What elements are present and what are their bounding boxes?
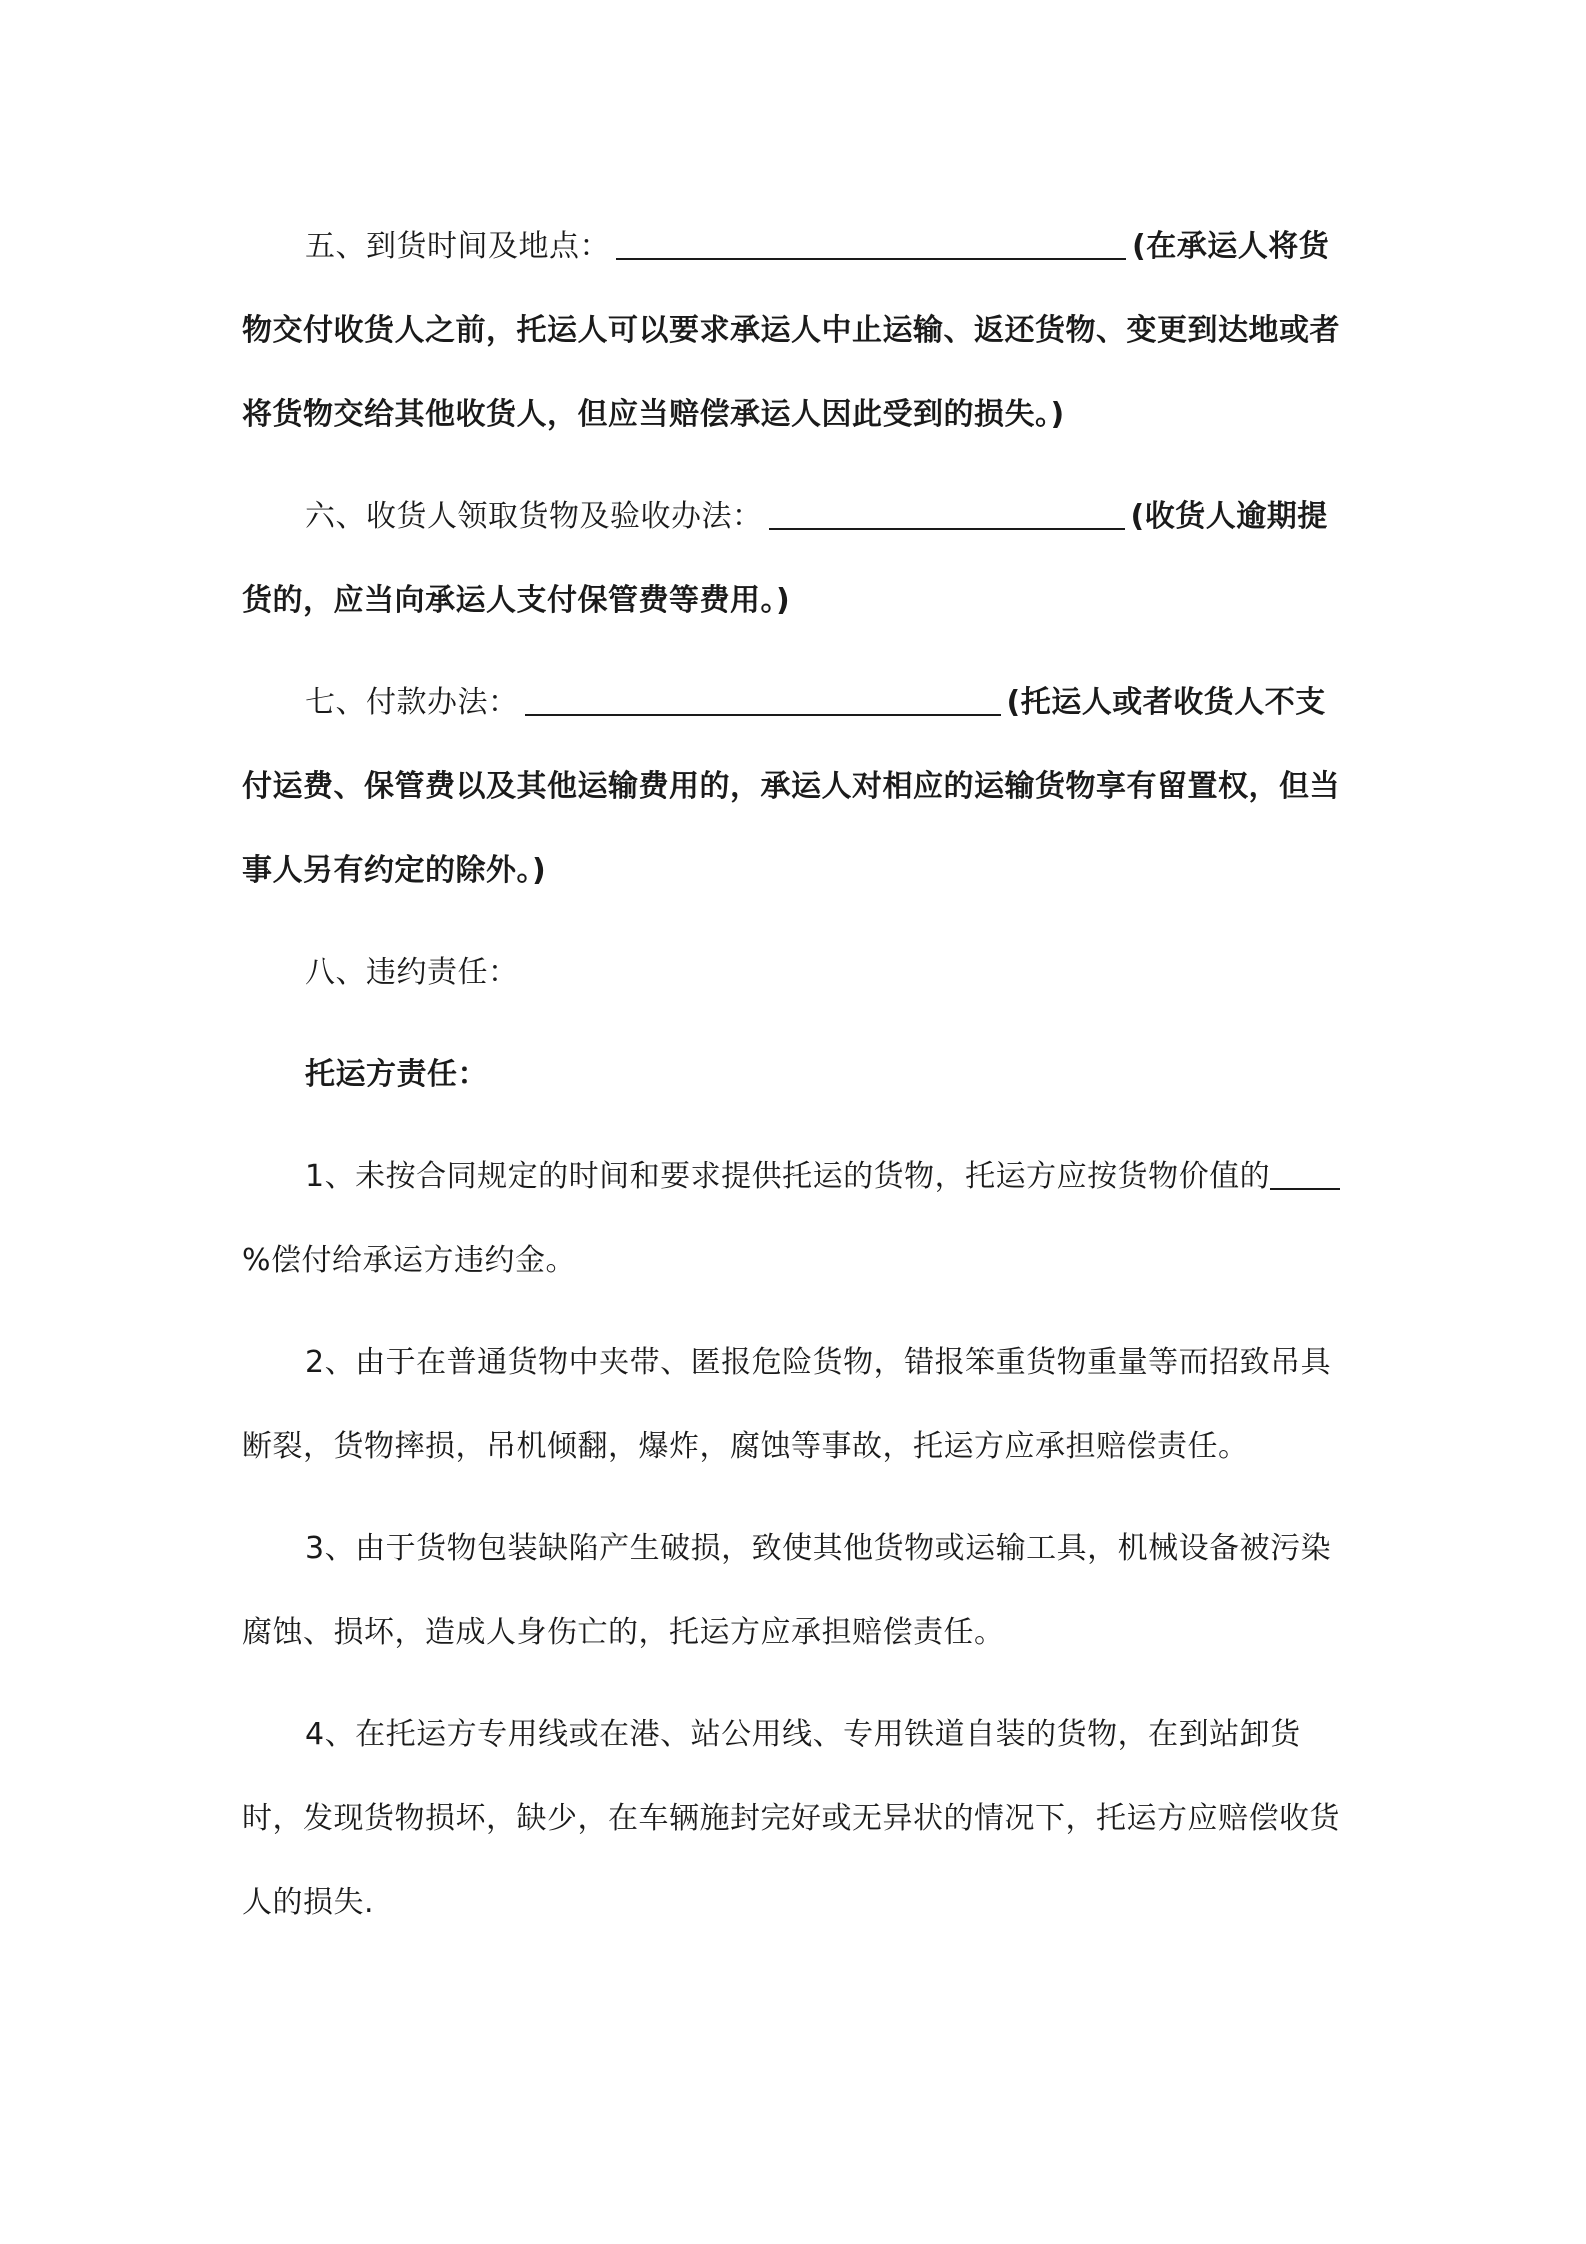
- liability-item-1-blank-line: [1270, 1158, 1340, 1190]
- clause-5-blank-line: [616, 228, 1126, 260]
- document-body: [242, 205, 1354, 1963]
- liability-item-2: 2、由于在普通货物中夹带、匿报危险货物，错报笨重货物重量等而招致吊具断裂，货物摔损，吊机倾翻，爆炸，腐蚀等事故，托运方应承担赔偿责任。: [242, 1345, 1332, 1464]
- clause-7-note: (托运人或者收货人不支付运费、保管费以及其他运输费用的，承运人对相应的运输货物享有留置权，但当事人另有约定的除外。): [242, 685, 1340, 888]
- clause-6-lead: 六、收货人领取货物及验收办法：: [305, 499, 763, 534]
- clause-5-lead: 五、到货时间及地点：: [305, 229, 610, 264]
- clause-6-blank-line: [769, 498, 1125, 530]
- clause-8-heading: 八、违约责任：: [305, 955, 519, 990]
- liability-item-3: 3、由于货物包装缺陷产生破损，致使其他货物或运输工具，机械设备被污染腐蚀、损坏，造成人身伤亡的，托运方应承担赔偿责任。: [242, 1531, 1332, 1650]
- liability-item-1-text-end: %偿付给承运方违约金。: [242, 1243, 577, 1278]
- clause-6-note: (收货人逾期提货的，应当向承运人支付保管费等费用。): [242, 499, 1328, 618]
- shipper-liability-heading: 托运方责任：: [305, 1057, 488, 1092]
- clause-6: [242, 475, 1354, 643]
- clause-7-lead: 七、付款办法：: [305, 685, 519, 720]
- clause-5: [242, 205, 1354, 457]
- clause-7: [242, 661, 1354, 913]
- liability-item-1-text: 1、未按合同规定的时间和要求提供托运的货物，托运方应按货物价值的: [305, 1159, 1271, 1194]
- clause-7-blank-line: [525, 684, 1001, 716]
- liability-item-4: 4、在托运方专用线或在港、站公用线、专用铁道自装的货物，在到站卸货时，发现货物损坏，缺少，在车辆施封完好或无异状的情况下，托运方应赔偿收货人的损失.: [242, 1717, 1340, 1920]
- liability-item-1: [242, 1135, 1354, 1303]
- clause-5-note: (在承运人将货物交付收货人之前，托运人可以要求承运人中止运输、返还货物、变更到达地或者将货物交给其他收货人，但应当赔偿承运人因此受到的损失。): [242, 229, 1340, 432]
